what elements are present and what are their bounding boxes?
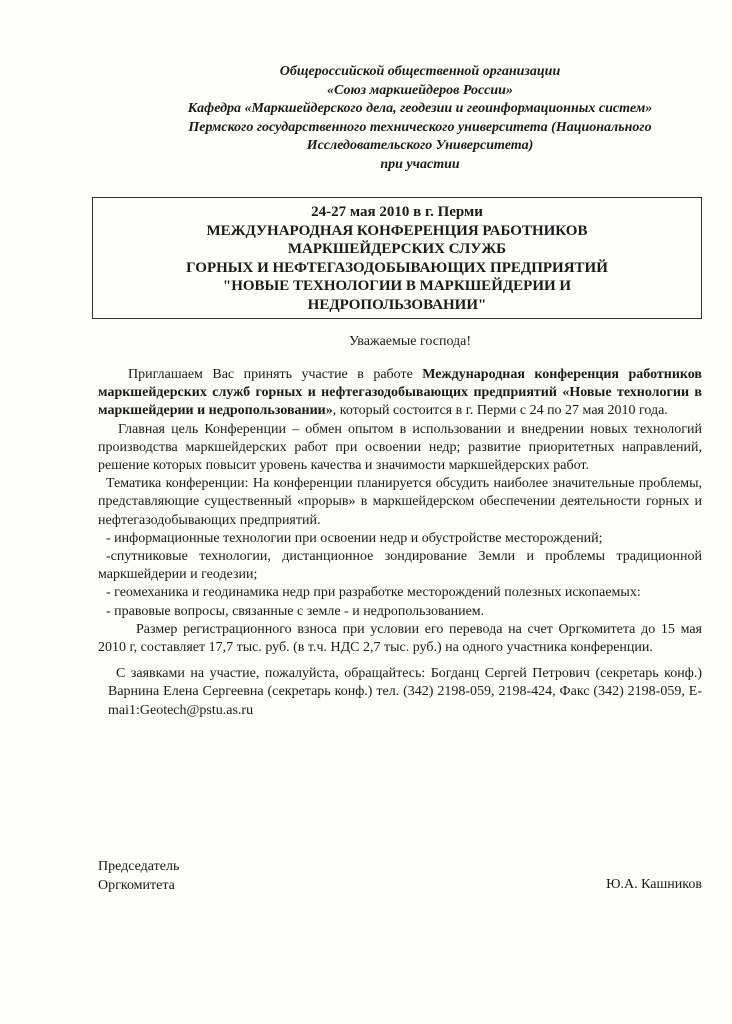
salutation: Уважаемые господа!: [348, 334, 472, 349]
conference-title-line-3: ГОРНЫХ И НЕФТЕГАЗОДОБЫВАЮЩИХ ПРЕДПРИЯТИЙ: [186, 259, 608, 276]
header-line-3: Кафедра «Маркшейдерского дела, геодезии и геоинформационных систем»: [187, 101, 653, 116]
topic-item-2: -спутниковые технологии, дистанционное зондирование Земли и проблемы традиционной маркшейдерии и геодезии;: [98, 549, 702, 583]
header-line-1: Общероссийской общественной организации: [279, 64, 561, 79]
topic-item-1: - информационные технологии при освоении недр и обустройстве месторождений;: [106, 530, 603, 546]
conference-title-line-1: МЕЖДУНАРОДНАЯ КОНФЕРЕНЦИЯ РАБОТНИКОВ: [206, 222, 588, 239]
invitation-text-start: Приглашаем Вас принять участие в работе: [128, 367, 423, 382]
contacts-paragraph: С заявками на участие, пожалуйста, обращайтесь: Богданц Сергей Петрович (секретарь конф.) Варнина Елена Сергеевна (секретарь конф.) тел. (342) 2198-059, 2198-424, Факс (342) 2198-059, E-mai1:Geotech@pstu.as.ru: [108, 666, 702, 718]
signature-name: Ю.А. Кашников: [606, 877, 702, 892]
fee-paragraph: Размер регистрационного взноса при условии его перевода на счет Оргкомитета до 15 мая 2010 г, составляет 17,7 тыс. руб. (в т.ч. НДС 2,7 тыс. руб.) на одного участника конференции.: [98, 621, 702, 656]
conference-name-bold: Международная конференция работников маркшейдерских служб горных и нефтегазодобывающих предприятий «Новые технологии в маркшейдерии и недропользовании»: [98, 367, 702, 419]
signature-role-line-1: Председатель: [98, 859, 180, 874]
conference-title-line-5: НЕДРОПОЛЬЗОВАНИИ": [307, 296, 487, 313]
conference-date: 24-27 мая 2010 в г. Перми: [311, 204, 483, 220]
goal-paragraph: Главная цель Конференции – обмен опытом в использовании и внедрении новых технологий производства маркшейдерских работ при освоении недр; развитие приоритетных направлений, решение которых повысит уровень качества и значимости маркшейдерских работ.: [98, 421, 702, 474]
topic-item-4: - правовые вопросы, связанные с земле - и недропользованием.: [106, 603, 485, 619]
invitation-paragraph: [98, 366, 702, 421]
invitation-text-end: , который состоится в г. Перми с 24 по 27 мая 2010 года.: [332, 403, 668, 419]
letter-header: [100, 63, 732, 174]
header-line-2: «Союз маркшейдеров России»: [327, 82, 513, 98]
header-line-5: Исследовательского Университета): [306, 138, 534, 153]
header-line-6: при участии: [380, 156, 460, 172]
conference-title-line-4: "НОВЫЕ ТЕХНОЛОГИИ В МАРКШЕЙДЕРИИ И: [222, 278, 572, 294]
topic-item-3: - геомеханика и геодинамика недр при разработке месторождений полезных ископаемых:: [106, 585, 641, 601]
conference-title-line-2: МАРКШЕЙДЕРСКИХ СЛУЖБ: [287, 241, 507, 257]
letter-body: [98, 366, 702, 720]
signature-role: [98, 858, 179, 895]
topics-intro-paragraph: Тематика конференции: На конференции планируется обсудить наиболее значительные проблемы, представляющие существенный «прорыв» в маркшейдерском обеспечении деятельности горных и нефтегазодобывающих предприятий.: [98, 476, 702, 528]
header-line-4: Пермского государственного технического университета (Национального: [188, 119, 652, 135]
conference-title-box: [92, 197, 702, 319]
signature-role-line-2: Оргкомитета: [98, 877, 175, 893]
